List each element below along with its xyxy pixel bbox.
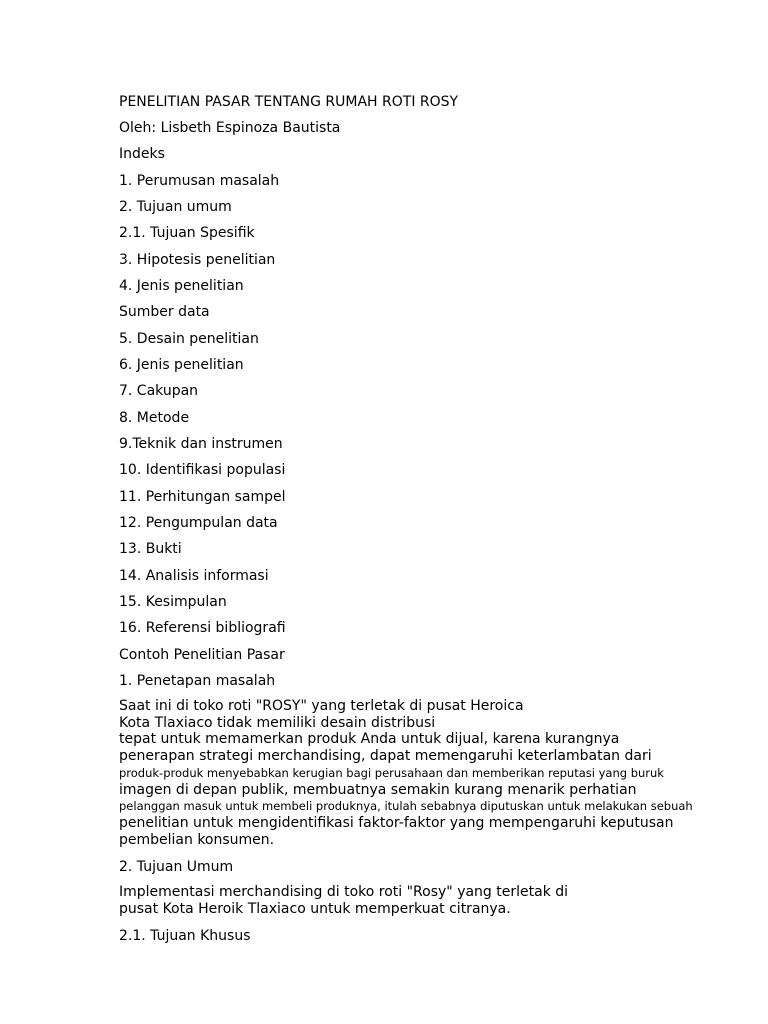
example-heading: Contoh Penelitian Pasar bbox=[119, 647, 285, 663]
paragraph-line: penelitian untuk mengidentifikasi faktor-faktor yang mempengaruhi keputusan bbox=[119, 814, 674, 831]
section-2-paragraph bbox=[119, 884, 568, 917]
toc-item: 2. Tujuan umum bbox=[119, 199, 232, 215]
toc-item: 8. Metode bbox=[119, 410, 190, 426]
paragraph-line: Saat ini di toko roti "ROSY" yang terletak di pusat Heroica bbox=[119, 698, 524, 714]
toc-item: 1. Perumusan masalah bbox=[119, 173, 280, 189]
paragraph-line: pusat Kota Heroik Tlaxiaco untuk memperkuat citranya. bbox=[119, 900, 511, 917]
section-1-heading: 1. Penetapan masalah bbox=[119, 673, 276, 689]
toc-item: 15. Kesimpulan bbox=[119, 594, 227, 610]
paragraph-line: tepat untuk memamerkan produk Anda untuk dijual, karena kurangnya bbox=[119, 731, 620, 748]
paragraph-line: penerapan strategi merchandising, dapat memengaruhi keterlambatan dari bbox=[119, 748, 652, 765]
toc-item: 9.Teknik dan instrumen bbox=[119, 436, 283, 452]
index-heading: Indeks bbox=[119, 146, 165, 162]
toc-item: 11. Perhitungan sampel bbox=[119, 489, 286, 505]
toc-item: 13. Bukti bbox=[119, 541, 182, 557]
section-2-heading: 2. Tujuan Umum bbox=[119, 859, 234, 875]
toc-item: 7. Cakupan bbox=[119, 383, 199, 399]
paragraph-line: Implementasi merchandising di toko roti "Rosy" yang terletak di bbox=[119, 884, 569, 900]
toc-item: 5. Desain penelitian bbox=[119, 331, 259, 347]
section-2-1-heading: 2.1. Tujuan Khusus bbox=[119, 928, 251, 944]
paragraph-line: imagen di depan publik, membuatnya semakin kurang menarik perhatian bbox=[119, 781, 637, 798]
paragraph-line: Kota Tlaxiaco tidak memiliki desain distribusi bbox=[119, 714, 436, 731]
paragraph-line: pelanggan masuk untuk membeli produknya, itulah sebabnya diputuskan untuk melakukan sebuah bbox=[119, 799, 693, 814]
paragraph-line: pembelian konsumen. bbox=[119, 831, 275, 848]
toc-item: 10. Identifikasi populasi bbox=[119, 462, 286, 478]
toc-item: 3. Hipotesis penelitian bbox=[119, 252, 276, 268]
document-author: Oleh: Lisbeth Espinoza Bautista bbox=[119, 120, 341, 136]
section-1-paragraph bbox=[119, 698, 693, 848]
toc-item: 12. Pengumpulan data bbox=[119, 515, 278, 531]
paragraph-line: produk-produk menyebabkan kerugian bagi perusahaan dan memberikan reputasi yang buruk bbox=[119, 765, 664, 780]
toc-item: 4. Jenis penelitian bbox=[119, 278, 244, 294]
toc-item: 6. Jenis penelitian bbox=[119, 357, 244, 373]
toc-item: 14. Analisis informasi bbox=[119, 568, 269, 584]
toc-item: 2.1. Tujuan Spesifik bbox=[119, 225, 255, 241]
toc-item: Sumber data bbox=[119, 304, 210, 320]
document-title: PENELITIAN PASAR TENTANG RUMAH ROTI ROSY bbox=[119, 94, 459, 110]
toc-item: 16. Referensi bibliografi bbox=[119, 620, 286, 636]
